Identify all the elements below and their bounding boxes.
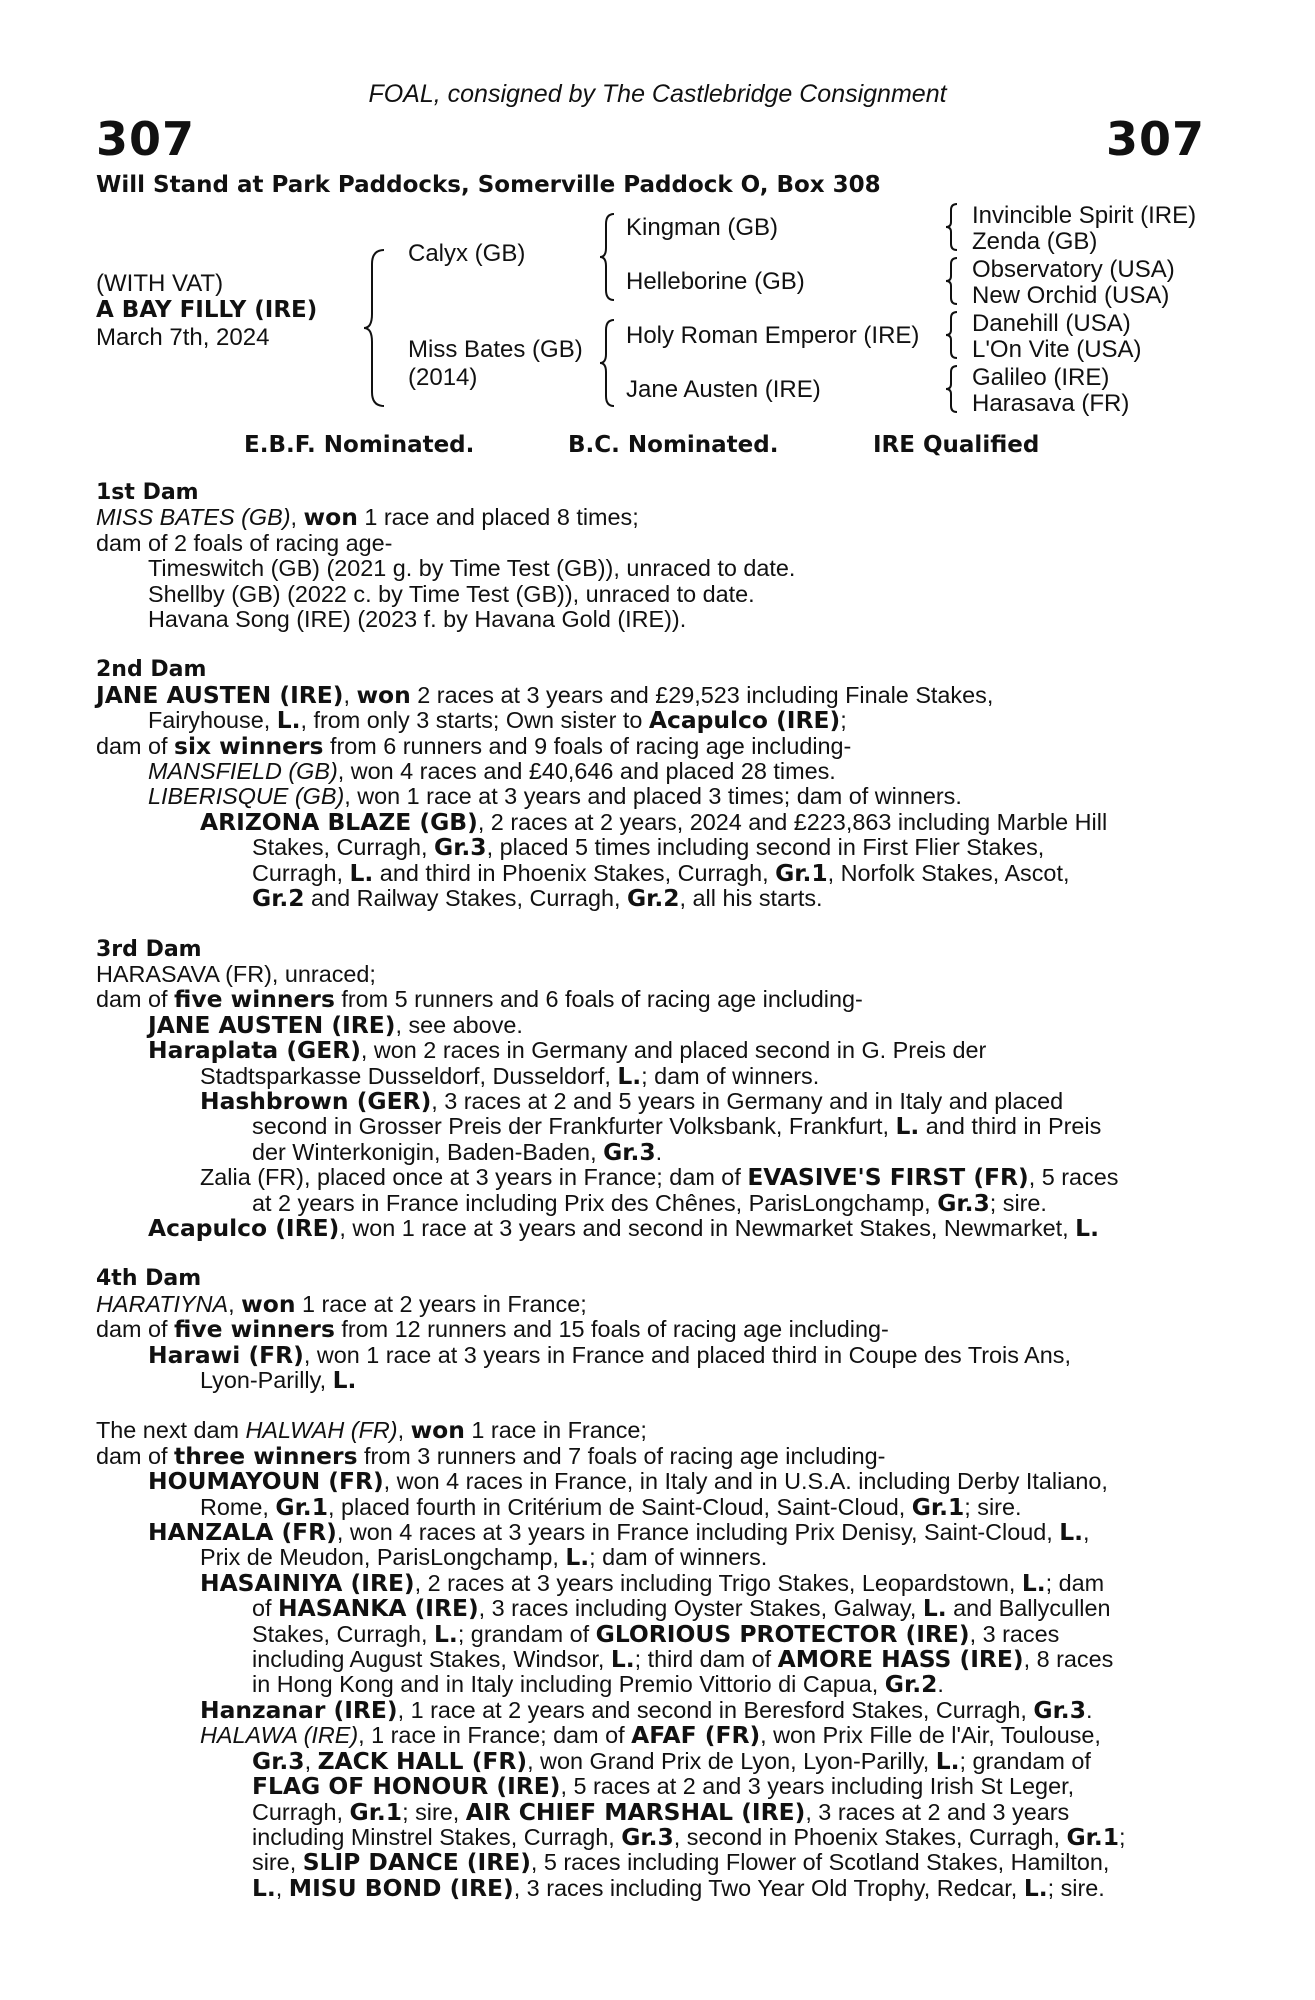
text-line <box>96 1797 1206 1826</box>
section-heading: 4th Dam <box>96 1266 202 1292</box>
bold-text: FLAG OF HONOUR (IRE) <box>252 1772 561 1801</box>
nomination-bc: B.C. Nominated. <box>568 432 779 458</box>
plain-text: Havana Song (IRE) (2023 f. by Havana Gold (IRE)). <box>148 606 687 633</box>
plain-text: ; dam of winners. <box>641 1062 820 1089</box>
text-line <box>96 1469 1206 1494</box>
plain-text: , placed fourth in Critérium de Saint-Cloud, Saint-Cloud, <box>327 1493 912 1520</box>
bold-text: L. <box>1021 1568 1046 1597</box>
text-line <box>96 759 1206 784</box>
bold-text: Gr.1 <box>775 858 828 887</box>
dam-section <box>96 937 1206 1242</box>
plain-text: , 3 races at 2 and 3 years <box>805 1798 1070 1825</box>
text-line <box>96 505 1206 530</box>
text-line <box>96 1850 1206 1875</box>
bold-text: six winners <box>174 731 324 760</box>
plain-text: ; <box>1119 1823 1126 1850</box>
gen3-2: Zenda (GB) <box>972 228 1098 255</box>
plain-text: dam of <box>96 986 175 1013</box>
bold-text: won <box>303 503 358 532</box>
plain-text: , 2 races at 3 years including Trigo Stakes, Leopardstown, <box>414 1569 1022 1596</box>
text-line <box>96 1289 1206 1318</box>
plain-text: , won 4 races at 3 years in France including Prix Denisy, Saint-Cloud, <box>336 1519 1060 1546</box>
section-heading: 1st Dam <box>96 480 199 505</box>
text-line <box>96 1492 1206 1521</box>
dam-section <box>96 1266 1206 1393</box>
bold-text: won <box>241 1289 296 1318</box>
plain-text: ; sire. <box>1047 1874 1105 1901</box>
plain-text: ; dam <box>1045 1569 1105 1596</box>
brace-subject <box>362 248 388 408</box>
bold-text: Gr.3 <box>1033 1695 1086 1724</box>
plain-text: , won Grand Prix de Lyon, Lyon-Parilly, <box>527 1747 936 1774</box>
brace-dam <box>598 318 618 408</box>
bold-text: JANE AUSTEN (IRE) <box>148 1010 396 1039</box>
bold-text: L. <box>617 1061 642 1090</box>
plain-text: , second in Phoenix Stakes, Curragh, <box>673 1823 1067 1850</box>
section-heading: 3rd Dam <box>96 936 202 962</box>
plain-text: , 5 races including Flower of Scotland Stakes, Hamilton, <box>530 1849 1110 1876</box>
section-gap <box>96 1393 1206 1418</box>
bold-text: Gr.1 <box>911 1492 965 1521</box>
italic-text: MISS BATES (GB) <box>96 504 291 531</box>
nomination-ire: IRE Qualified <box>873 432 1040 458</box>
plain-text: , won 1 race at 3 years in France and placed third in Coupe des Trois Ans, <box>303 1341 1071 1368</box>
sire-sire: Kingman (GB) <box>626 214 779 241</box>
nomination-ebf: E.B.F. Nominated. <box>244 432 475 458</box>
text-line <box>96 1647 1206 1672</box>
bold-text: Gr.1 <box>349 1797 403 1826</box>
plain-text: from 3 runners and 7 foals of racing age including- <box>357 1442 886 1469</box>
brace-sire <box>598 212 618 302</box>
bold-text: Gr.2 <box>884 1670 938 1699</box>
plain-text: 1 race at 2 years in France; <box>295 1290 587 1317</box>
bold-text: HOUMAYOUN (FR) <box>148 1467 384 1496</box>
dam-year: (2014) <box>408 364 478 391</box>
plain-text: , all his starts. <box>679 885 823 912</box>
plain-text: and Railway Stakes, Curragh, <box>304 885 627 912</box>
text-line <box>96 1619 1206 1648</box>
text-line <box>96 835 1206 860</box>
plain-text: and Ballycullen <box>946 1595 1111 1622</box>
bold-text: ARIZONA BLAZE (GB) <box>200 807 478 836</box>
text-line <box>96 1213 1206 1242</box>
bold-text: five winners <box>174 1315 335 1344</box>
text-line <box>96 962 1206 987</box>
bold-text: L. <box>1059 1518 1084 1547</box>
text-line <box>96 1086 1206 1115</box>
plain-text: , 3 races including Oyster Stakes, Galway, <box>478 1595 923 1622</box>
plain-text: second in Grosser Preis der Frankfurter Volksbank, Frankfurt, <box>252 1113 896 1140</box>
text-line <box>96 858 1206 887</box>
plain-text: , 2 races at 2 years, 2024 and £223,863 including Marble Hill <box>477 808 1108 835</box>
gen3-4: New Orchid (USA) <box>972 282 1170 309</box>
plain-text: , won 4 races and £40,646 and placed 28 times. <box>337 758 836 785</box>
bold-text: ZACK HALL (FR) <box>317 1746 528 1775</box>
text-line <box>96 1746 1206 1775</box>
plain-text: 1 race and placed 8 times; <box>357 504 639 531</box>
text-line <box>96 1418 1206 1443</box>
plain-text: , <box>275 1874 289 1901</box>
subject-name: A BAY FILLY (IRE) <box>96 297 318 323</box>
text-line <box>96 708 1206 733</box>
bold-text: Acapulco (IRE) <box>648 706 841 735</box>
sire-dam: Helleborine (GB) <box>626 268 805 295</box>
bold-text: Gr.3 <box>603 1137 656 1166</box>
plain-text: Lyon-Parilly, <box>200 1367 333 1393</box>
dam-section <box>96 480 1206 632</box>
text-line <box>96 1368 1206 1393</box>
plain-text: Stakes, Curragh, <box>252 1620 435 1647</box>
plain-text: , <box>397 1417 411 1444</box>
lot-number-right: 307 <box>1105 112 1205 166</box>
plain-text: dam of <box>96 732 175 759</box>
plain-text: , <box>343 681 357 708</box>
text-line <box>96 1165 1206 1190</box>
vat-note: (WITH VAT) <box>96 270 224 297</box>
plain-text: , won 1 race at 3 years and second in Newmarket Stakes, Newmarket, <box>339 1214 1076 1241</box>
plain-text: , won 2 races in Germany and placed second in G. Preis der <box>360 1037 987 1064</box>
text-line <box>96 731 1206 760</box>
bold-text: won <box>410 1416 465 1445</box>
bold-text: L. <box>349 858 374 887</box>
plain-text: ; <box>840 707 847 734</box>
gen3-8: Harasava (FR) <box>972 390 1130 417</box>
text-line <box>96 1317 1206 1342</box>
sire: Calyx (GB) <box>408 240 526 267</box>
bold-text: Gr.3 <box>937 1188 990 1217</box>
plain-text: , see above. <box>395 1011 523 1038</box>
plain-text: , Norfolk Stakes, Ascot, <box>827 859 1070 886</box>
text-line <box>96 987 1206 1012</box>
plain-text: , won 1 race at 3 years and placed 3 times; dam of winners. <box>344 783 962 810</box>
brace-gen3-4 <box>944 364 960 414</box>
plain-text: , 1 race in France; dam of <box>358 1722 632 1749</box>
italic-text: MANSFIELD (GB) <box>148 758 338 785</box>
plain-text: Curragh, <box>252 1798 350 1825</box>
plain-text: 1 race in France; <box>464 1417 647 1444</box>
plain-text: Shellby (GB) (2022 c. by Time Test (GB)), unraced to date. <box>148 580 755 607</box>
gen3-1: Invincible Spirit (IRE) <box>972 202 1197 229</box>
bold-text: Hashbrown (GER) <box>200 1086 432 1115</box>
bold-text: Gr.1 <box>1066 1822 1120 1851</box>
bold-text: Haraplata (GER) <box>148 1036 361 1065</box>
bold-text: MISU BOND (IRE) <box>288 1873 514 1902</box>
text-line <box>96 1545 1206 1570</box>
plain-text: and third in Phoenix Stakes, Curragh, <box>373 859 776 886</box>
bold-text: HASAINIYA (IRE) <box>200 1568 415 1597</box>
bold-text: L. <box>610 1645 635 1674</box>
bold-text: won <box>356 680 411 709</box>
bold-text: AIR CHIEF MARSHAL (IRE) <box>465 1797 806 1826</box>
plain-text: from 6 runners and 9 foals of racing age including- <box>323 732 852 759</box>
section-gap <box>96 912 1206 937</box>
brace-gen3-3 <box>944 310 960 360</box>
bold-text: L. <box>332 1366 357 1394</box>
text-line <box>96 1695 1206 1724</box>
text-line <box>96 607 1206 632</box>
plain-text: ; sire. <box>964 1493 1022 1520</box>
text-line <box>96 1723 1206 1748</box>
bold-text: three winners <box>174 1441 358 1470</box>
plain-text: der Winterkonigin, Baden-Baden, <box>252 1138 604 1165</box>
text-line <box>96 1520 1206 1545</box>
italic-text: HALAWA (IRE) <box>200 1722 359 1749</box>
plain-text: , 5 races at 2 and 3 years including Irish St Leger, <box>560 1773 1075 1800</box>
gen3-5: Danehill (USA) <box>972 310 1131 337</box>
plain-text: HARASAVA (FR), unraced; <box>96 960 376 987</box>
plain-text: , won Prix Fille de l'Air, Toulouse, <box>760 1722 1101 1749</box>
bold-text: L. <box>922 1594 947 1623</box>
plain-text: . <box>937 1671 944 1698</box>
gen3-3: Observatory (USA) <box>972 256 1175 283</box>
bold-text: Gr.2 <box>626 884 680 913</box>
bold-text: L. <box>434 1619 458 1648</box>
plain-text: , from only 3 starts; Own sister to <box>300 707 649 734</box>
text-line <box>96 784 1206 809</box>
dam-section <box>96 657 1206 911</box>
plain-text: Prix de Meudon, ParisLongchamp, <box>200 1544 566 1571</box>
text-line <box>96 1672 1206 1697</box>
plain-text: , won 4 races in France, in Italy and in U.S.A. including Derby Italiano, <box>383 1468 1108 1495</box>
text-line <box>96 1010 1206 1039</box>
text-line <box>96 582 1206 607</box>
text-line <box>96 531 1206 556</box>
bold-text: EVASIVE'S FIRST (FR) <box>747 1163 1029 1192</box>
plain-text: The next dam <box>96 1417 246 1444</box>
plain-text: , 1 race at 2 years and second in Beresford Stakes, Curragh, <box>397 1696 1034 1723</box>
section-heading: 2nd Dam <box>96 657 207 683</box>
plain-text: Zalia (FR), placed once at 3 years in France; dam of <box>200 1164 748 1191</box>
gen3-6: L'On Vite (USA) <box>972 336 1142 363</box>
text-line <box>96 1061 1206 1090</box>
plain-text: , 3 races <box>969 1620 1060 1647</box>
plain-text: Timeswitch (GB) (2021 g. by Time Test (GB)), unraced to date. <box>148 555 796 582</box>
plain-text: , <box>228 1290 242 1317</box>
text-line <box>96 1774 1206 1799</box>
text-line <box>96 1568 1206 1597</box>
bold-text: L. <box>565 1543 590 1572</box>
bold-text: L. <box>252 1873 276 1902</box>
plain-text: ; dam of winners. <box>589 1544 768 1571</box>
text-line <box>96 680 1206 709</box>
bold-text: L. <box>1023 1873 1048 1902</box>
brace-gen3-2 <box>944 256 960 306</box>
bold-text: Gr.3 <box>252 1746 305 1775</box>
plain-text: , <box>1083 1519 1090 1546</box>
text-line <box>96 556 1206 581</box>
bold-text: Gr.3 <box>434 833 487 862</box>
plain-text: dam of <box>96 1316 175 1343</box>
text-line <box>96 1441 1206 1470</box>
plain-text: , 8 races <box>1023 1646 1114 1673</box>
plain-text: , <box>304 1747 318 1774</box>
plain-text: from 12 runners and 15 foals of racing age including- <box>334 1316 889 1343</box>
bold-text: HANZALA (FR) <box>148 1518 337 1547</box>
plain-text: including August Stakes, Windsor, <box>252 1646 611 1673</box>
text-line <box>96 1188 1206 1217</box>
bold-text: AFAF (FR) <box>631 1721 761 1750</box>
plain-text: . <box>1085 1696 1093 1723</box>
bold-text: HASANKA (IRE) <box>278 1594 479 1623</box>
text-line <box>96 1340 1206 1369</box>
section-gap <box>96 632 1206 657</box>
plain-text: ; grandam of <box>457 1620 596 1647</box>
plain-text: and third in Preis <box>919 1113 1102 1140</box>
dam-sections <box>96 480 1206 1901</box>
text-line <box>96 886 1206 911</box>
plain-text: Stadtsparkasse Dusseldorf, Dusseldorf, <box>200 1062 618 1089</box>
plain-text: , placed 5 times including second in First Flier Stakes, <box>486 834 1045 861</box>
dam-dam: Jane Austen (IRE) <box>626 376 821 403</box>
plain-text: Stakes, Curragh, <box>252 834 435 861</box>
bold-text: Hanzanar (IRE) <box>200 1695 398 1724</box>
plain-text: ; sire, <box>402 1798 466 1825</box>
text-line <box>96 1822 1206 1851</box>
text-line <box>96 1873 1206 1902</box>
plain-text: , <box>290 504 304 531</box>
plain-text: . <box>655 1138 663 1165</box>
plain-text: dam of <box>96 1442 175 1469</box>
italic-text: LIBERISQUE (GB) <box>148 783 345 810</box>
text-line <box>96 1114 1206 1139</box>
text-line <box>96 1137 1206 1166</box>
foaling-date: March 7th, 2024 <box>96 324 270 351</box>
bold-text: L. <box>895 1112 920 1141</box>
text-line <box>96 807 1206 836</box>
plain-text: of <box>252 1595 279 1622</box>
bold-text: SLIP DANCE (IRE) <box>302 1848 531 1877</box>
plain-text: ; third dam of <box>634 1646 778 1673</box>
plain-text: Rome, <box>200 1493 276 1520</box>
italic-text: HARATIYNA <box>96 1290 229 1317</box>
section-gap <box>96 1241 1206 1266</box>
plain-text: , 5 races <box>1028 1164 1119 1191</box>
plain-text: from 5 runners and 6 foals of racing age including- <box>334 986 863 1013</box>
plain-text: in Hong Kong and in Italy including Premio Vittorio di Capua, <box>252 1671 885 1698</box>
dam-sire: Holy Roman Emperor (IRE) <box>626 322 920 349</box>
bold-text: Gr.3 <box>621 1822 674 1851</box>
plain-text: ; grandam of <box>959 1747 1091 1774</box>
plain-text: 2 races at 3 years and £29,523 including Finale Stakes, <box>410 681 994 708</box>
bold-text: Harawi (FR) <box>148 1340 304 1369</box>
consignor-line: FOAL, consigned by The Castlebridge Consignment <box>368 80 947 108</box>
gen3-7: Galileo (IRE) <box>972 364 1110 391</box>
plain-text: Fairyhouse, <box>148 707 277 734</box>
bold-text: AMORE HASS (IRE) <box>777 1645 1024 1674</box>
stand-location: Will Stand at Park Paddocks, Somerville Paddock O, Box 308 <box>96 172 881 198</box>
plain-text: sire, <box>252 1849 303 1876</box>
bold-text: L. <box>1075 1213 1099 1242</box>
lot-number-left: 307 <box>96 112 196 166</box>
bold-text: Gr.2 <box>252 884 305 913</box>
plain-text: including Minstrel Stakes, Curragh, <box>252 1823 622 1850</box>
dam: Miss Bates (GB) <box>408 336 583 363</box>
brace-gen3-1 <box>944 202 960 252</box>
bold-text: five winners <box>174 985 335 1014</box>
bold-text: Gr.1 <box>275 1492 328 1521</box>
plain-text: dam of 2 foals of racing age- <box>96 529 393 556</box>
italic-text: HALWAH (FR) <box>245 1417 398 1444</box>
dam-section <box>96 1418 1206 1901</box>
bold-text: JANE AUSTEN (IRE) <box>96 680 344 709</box>
plain-text: ; sire. <box>989 1189 1047 1216</box>
text-line <box>96 1038 1206 1063</box>
plain-text: Curragh, <box>252 859 350 886</box>
plain-text: , 3 races including Two Year Old Trophy, Redcar, <box>513 1874 1024 1901</box>
text-line <box>96 1596 1206 1621</box>
bold-text: L. <box>276 706 301 735</box>
bold-text: GLORIOUS PROTECTOR (IRE) <box>595 1619 970 1648</box>
plain-text: , 3 races at 2 and 5 years in Germany and in Italy and placed <box>431 1087 1064 1114</box>
bold-text: L. <box>935 1746 960 1775</box>
plain-text: at 2 years in France including Prix des Chênes, ParisLongchamp, <box>252 1189 938 1216</box>
bold-text: Acapulco (IRE) <box>148 1213 340 1242</box>
